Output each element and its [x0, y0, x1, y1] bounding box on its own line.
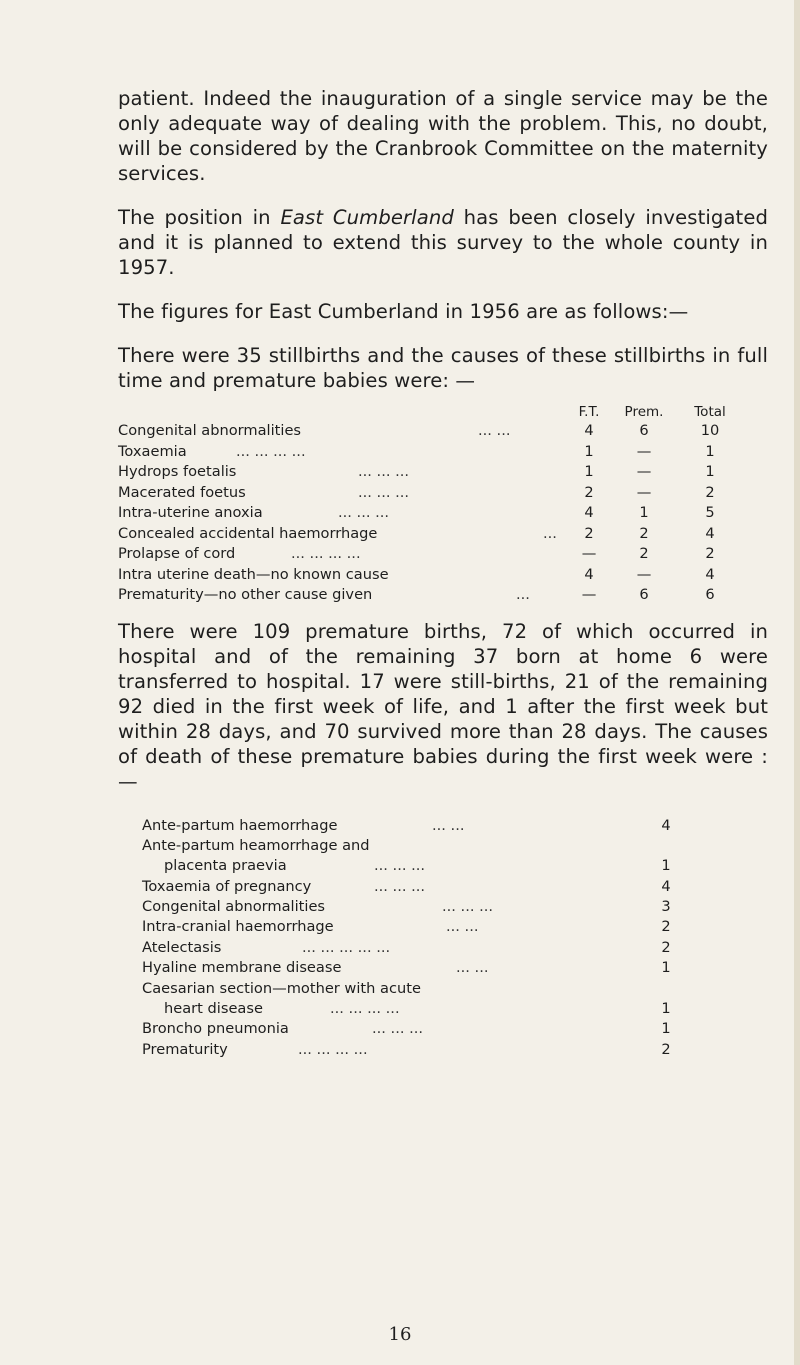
cell-total: 2 [705, 483, 715, 501]
table-row [118, 524, 768, 545]
list-item [142, 999, 768, 1019]
list-item [142, 877, 768, 897]
page-number: 16 [388, 1324, 412, 1345]
cell-total: 6 [705, 586, 715, 603]
cause-count: 2 [661, 938, 671, 956]
list-item [142, 1019, 768, 1039]
cause-label: Caesarian section—mother with acute [142, 979, 421, 997]
row-label: Macerated foetus [118, 483, 246, 501]
cause-label: Congenital abnormalities [142, 898, 326, 916]
cause-count: 4 [661, 816, 671, 834]
page-edge-shadow [794, 0, 800, 1365]
list-item [142, 958, 768, 978]
stillbirth-causes-table [118, 402, 768, 606]
document-page [118, 86, 768, 1060]
list-item [142, 897, 768, 917]
cell-ft: 4 [584, 565, 594, 583]
cell-total: 2 [705, 545, 715, 562]
list-item [142, 816, 768, 836]
paragraph-1: patient. Indeed the inauguration of a single service may be the only adequate way of dealing with the problem. This, no doubt, will be considered by the Cranbrook Committee on the maternity services. [118, 87, 768, 185]
row-label: Prolapse of cord [118, 545, 236, 562]
cell-prem: 2 [639, 524, 649, 542]
cause-label: Prematurity [142, 1040, 228, 1058]
row-label: Concealed accidental haemorrhage [118, 524, 378, 542]
cause-count: 3 [661, 898, 671, 916]
table-row [118, 544, 768, 565]
leader-dots: ... [516, 586, 530, 603]
cause-label: Ante-partum haemorrhage [142, 816, 338, 834]
row-label: Toxaemia [118, 442, 187, 460]
leader-dots: ... ... ... ... [298, 1040, 368, 1058]
list-item [142, 979, 768, 999]
leader-dots: ... ... ... [358, 463, 410, 480]
leader-dots: ... [543, 524, 557, 542]
cell-ft: 1 [584, 463, 594, 480]
leader-dots: ... ... [446, 918, 479, 936]
cause-count: 1 [661, 1000, 671, 1018]
cause-count: 4 [661, 877, 671, 895]
paragraph-2-lead: The position in [118, 206, 281, 229]
table-row [118, 483, 768, 504]
list-item [142, 1040, 768, 1060]
cell-prem: 6 [639, 422, 649, 439]
cell-total: 10 [700, 422, 720, 439]
leader-dots: ... ... ... [358, 483, 410, 501]
cell-ft: 2 [584, 483, 594, 501]
table-row [118, 503, 768, 524]
leader-dots: ... ... ... [372, 1020, 424, 1038]
cell-ft: 4 [584, 504, 594, 521]
cause-label: Broncho pneumonia [142, 1020, 289, 1038]
cell-prem: — [636, 463, 652, 480]
paragraph-2-emphasis: East Cumberland [280, 206, 454, 229]
cause-label: Ante-partum heamorrhage and [142, 836, 370, 854]
cell-total: 5 [705, 504, 715, 521]
row-label: Intra-uterine anoxia [118, 504, 263, 521]
leader-dots: ... ... ... [374, 877, 426, 895]
cause-label: Toxaemia of pregnancy [142, 877, 312, 895]
cause-count: 1 [661, 1020, 671, 1038]
paragraph-3: The figures for East Cumberland in 1956 are as follows:— [118, 300, 689, 323]
cause-count: 2 [661, 1040, 671, 1058]
paragraph-2 [118, 205, 768, 280]
cell-ft: — [581, 586, 597, 603]
leader-dots: ... ... [432, 816, 465, 834]
list-item [142, 938, 768, 958]
row-label: Intra uterine death—no known cause [118, 565, 389, 583]
table-row [118, 442, 768, 463]
cause-label: heart disease [164, 1000, 263, 1018]
leader-dots: ... ... ... ... [330, 1000, 400, 1018]
premature-death-causes-list [142, 816, 768, 1061]
cause-label: placenta praevia [164, 857, 287, 875]
cause-label: Intra-cranial haemorrhage [142, 918, 334, 936]
cause-count: 1 [661, 959, 671, 977]
paragraph-4: There were 35 stillbirths and the causes of these stillbirths in full time and premature babies were: — [118, 344, 768, 392]
cause-count: 1 [661, 857, 671, 875]
list-item [142, 917, 768, 937]
table-header [118, 402, 768, 421]
leader-dots: ... ... ... [338, 504, 390, 521]
table-row [118, 585, 768, 606]
table-row [118, 565, 768, 586]
leader-dots: ... ... ... [374, 857, 426, 875]
leader-dots: ... ... [456, 959, 489, 977]
leader-dots: ... ... [478, 422, 511, 439]
cell-total: 1 [705, 442, 715, 460]
cell-total: 4 [705, 524, 715, 542]
leader-dots: ... ... ... ... [236, 442, 306, 460]
cell-total: 4 [705, 565, 715, 583]
cell-ft: 1 [584, 442, 594, 460]
table-row [118, 421, 768, 442]
paragraph-2-tail: has been closely investigated and it is planned to extend this survey to the whole county in 1957. [118, 206, 769, 279]
leader-dots: ... ... ... ... ... [302, 938, 391, 956]
cell-prem: — [636, 565, 652, 583]
cell-prem: 6 [639, 586, 649, 603]
cell-prem: 2 [639, 545, 649, 562]
cell-prem: — [636, 442, 652, 460]
cell-ft: — [581, 545, 597, 562]
cell-prem: — [636, 483, 652, 501]
row-label: Congenital abnormalities [118, 422, 302, 439]
cause-label: Hyaline membrane disease [142, 959, 342, 977]
header-total: Total [694, 404, 726, 420]
cell-total: 1 [705, 463, 715, 480]
leader-dots: ... ... ... ... [291, 545, 361, 562]
table-row [118, 462, 768, 483]
row-label: Hydrops foetalis [118, 463, 237, 480]
cell-ft: 4 [584, 422, 594, 439]
header-prem: Prem. [624, 404, 664, 420]
header-ft: F.T. [578, 404, 600, 420]
list-item [142, 856, 768, 876]
cell-prem: 1 [639, 504, 649, 521]
leader-dots: ... ... ... [442, 898, 494, 916]
paragraph-5: There were 109 premature births, 72 of which occurred in hospital and of the remaining 37 born at home 6 were transferred to hospital. 17 were still-births, 21 of the remaining 92 died in the first week of life, and 1 after the first week but within 28 days, and 70 survived more than 28 days. The causes of death of these premature babies during the first week were :— [118, 619, 768, 793]
cause-label: Atelectasis [142, 938, 222, 956]
cell-ft: 2 [584, 524, 594, 542]
list-item [142, 836, 768, 856]
cause-count: 2 [661, 918, 671, 936]
row-label: Prematurity—no other cause given [118, 586, 373, 603]
